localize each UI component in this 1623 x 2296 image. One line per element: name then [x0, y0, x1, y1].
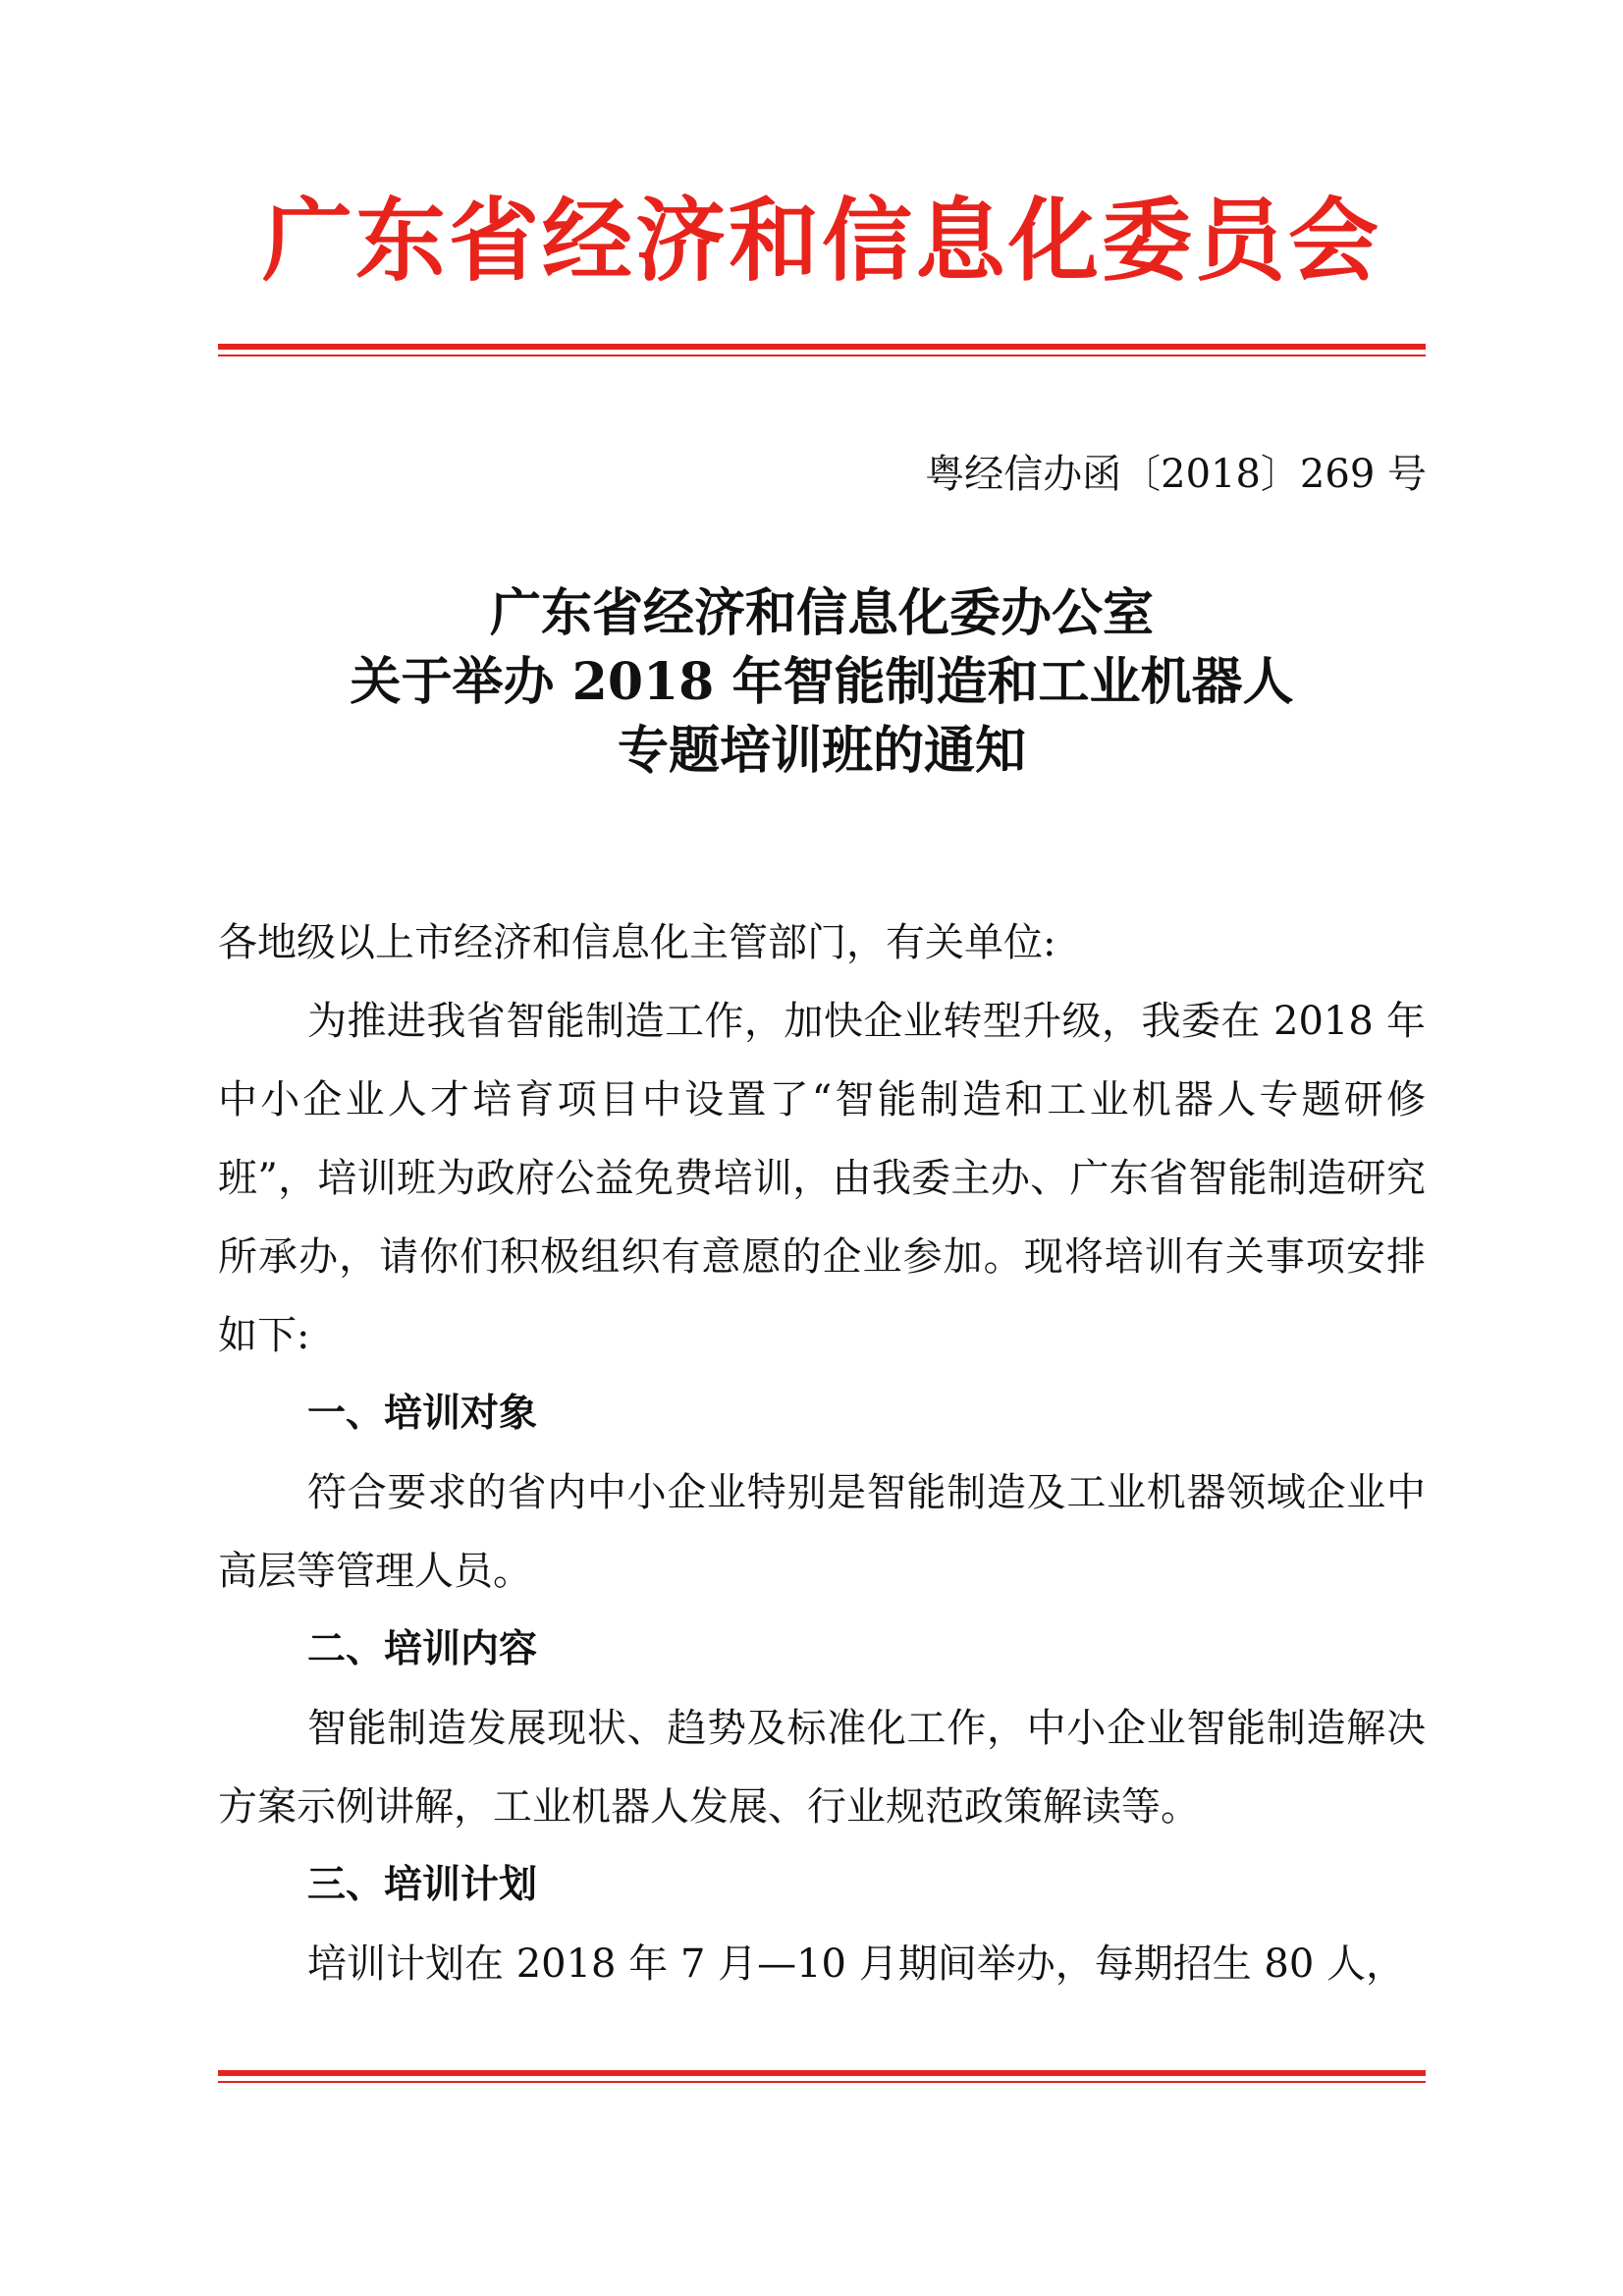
title-line-1: 广东省经济和信息化委办公室 — [489, 583, 1154, 643]
section-heading-1: 一、培训对象 — [307, 1392, 538, 1436]
section-text-2: 智能制造发展现状、趋势及标准化工作，中小企业智能制造解决方案示例讲解，工业机器人发展、行业规范政策解读等。 — [218, 1706, 1426, 1830]
section-heading-2: 二、培训内容 — [307, 1627, 538, 1671]
intro-paragraph: 为推进我省智能制造工作，加快企业转型升级，我委在 2018 年中小企业人才培育项目中设置了“智能制造和工业机器人专题研修班”，培训班为政府公益免费培训，由我委主办、广东省智能制造研究所承办，请你们积极组织有意愿的企业参加。现将培训有关事项安排如下: — [218, 999, 1426, 1358]
red-rule-thin — [218, 2081, 1426, 2083]
section-text-3: 培训计划在 2018 年 7 月—10 月期间举办，每期招生 80 人， — [307, 1941, 1406, 1987]
addressee: 各地级以上市经济和信息化主管部门，有关单位: — [218, 920, 1056, 965]
document-title — [218, 579, 1426, 786]
title-line-2: 关于举办 2018 年智能制造和工业机器人 — [350, 652, 1294, 712]
red-rule-thick — [218, 2070, 1426, 2076]
title-line-3: 专题培训班的通知 — [617, 721, 1026, 781]
section-text-1: 符合要求的省内中小企业特别是智能制造及工业机器领域企业中高层等管理人员。 — [218, 1470, 1426, 1594]
footer-red-rule — [218, 2070, 1426, 2083]
red-rule-thin — [218, 355, 1426, 356]
document-number: 粤经信办函〔2018〕269 号 — [925, 452, 1427, 497]
letterhead-red-rule — [218, 344, 1426, 356]
letterhead-issuer: 广东省经济和信息化委员会 — [261, 188, 1381, 294]
section-heading-3: 三、培训计划 — [307, 1863, 538, 1907]
red-rule-thick — [218, 344, 1426, 350]
document-body — [218, 903, 1426, 2003]
